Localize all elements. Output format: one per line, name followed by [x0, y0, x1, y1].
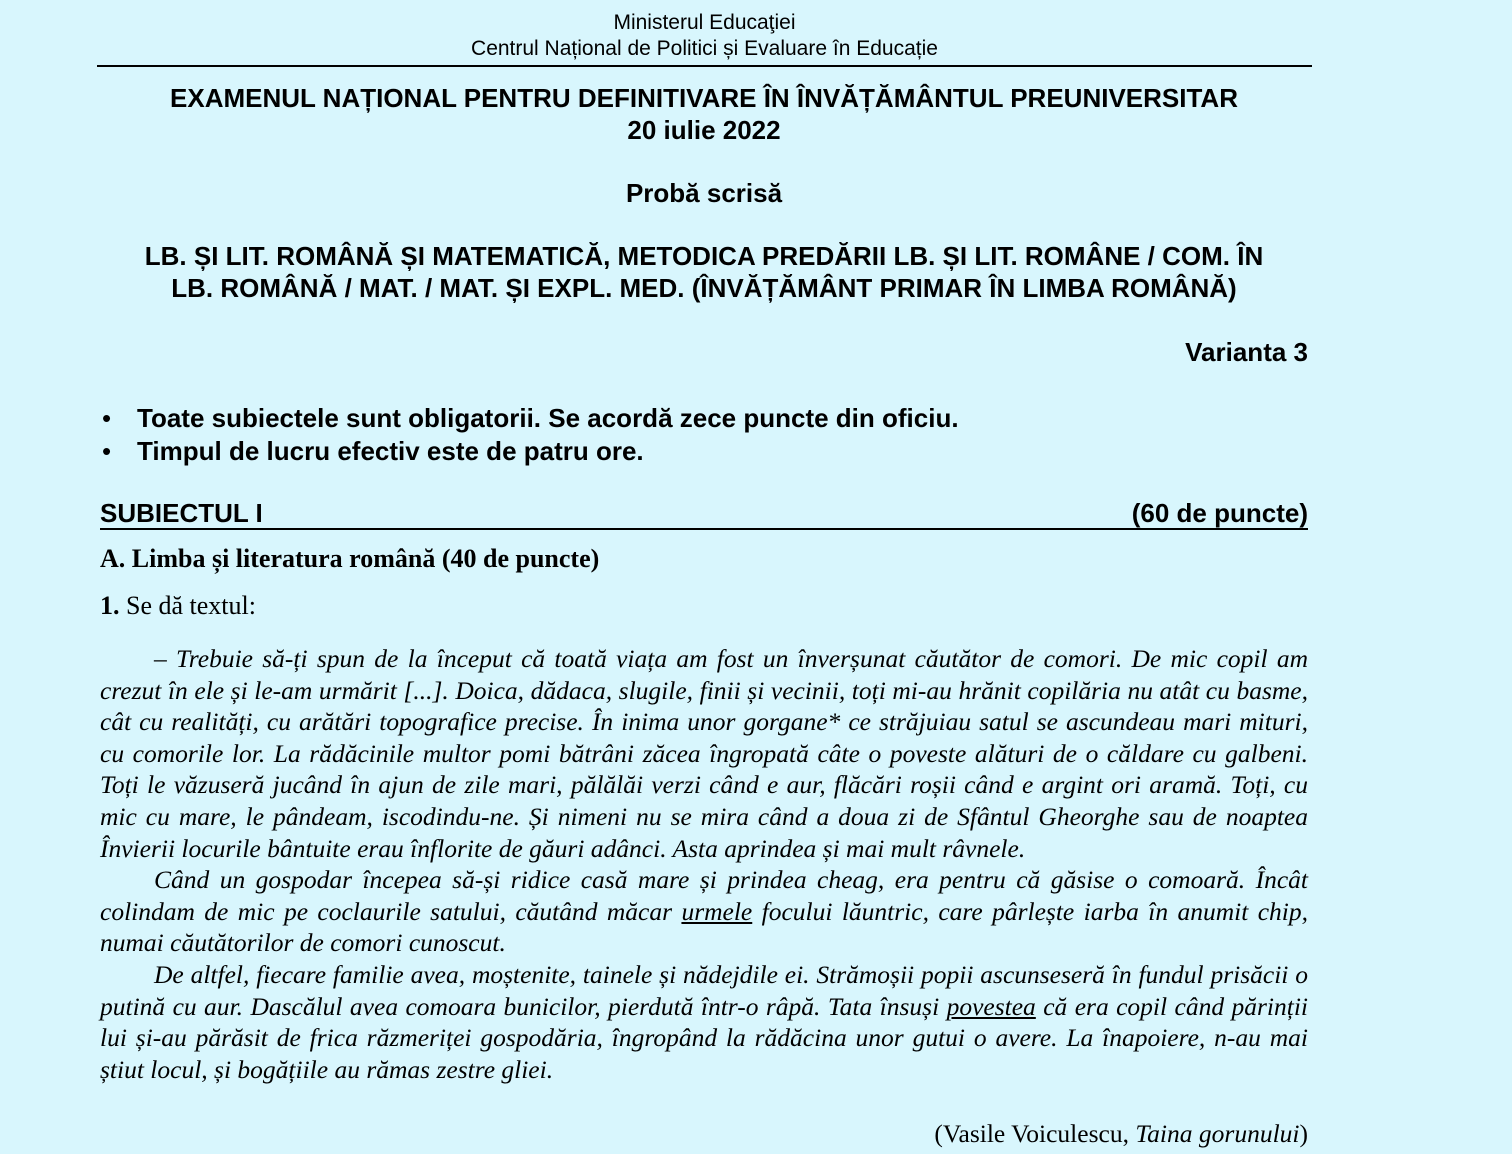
center-name: Centrul Național de Politici și Evaluare în Educație: [471, 37, 938, 60]
excerpt-text: De altfel, fiecare familie avea, moștenite, tainele și nădejdile ei. Strămoșii popii ascunseseră în fundul prisăcii o putină cu aur. Dascălul avea comoara bunicilor, pierdută într-o râpă. Tata însuși: [100, 959, 1308, 1021]
task-1: [100, 590, 256, 622]
excerpt-source: [100, 1118, 1308, 1150]
task-text: Se dă textul:: [126, 591, 256, 620]
discipline-block: [100, 240, 1308, 304]
task-number: 1.: [100, 591, 120, 620]
source-close-paren: ): [1299, 1119, 1308, 1148]
bullet-icon: •: [102, 436, 112, 466]
test-type: Probă scrisă: [625, 178, 783, 208]
variant-label: Varianta 3: [1185, 337, 1308, 367]
subject-heading: [100, 498, 1308, 530]
excerpt-text: că era copil când părinții lui și-au părăsit de frica răzmeriței gospodăria, îngropând la rădăcina unor gutui o avere. La înapoiere, n-au mai știut locul, și bogățiile au rămas zestre gliei.: [100, 991, 1308, 1084]
exam-date: 20 iulie 2022: [627, 115, 781, 145]
exam-title: EXAMENUL NAȚIONAL PENTRU DEFINITIVARE ÎN ÎNVĂȚĂMÂNTUL PREUNIVERSITAR: [170, 83, 1238, 113]
subject-points: (60 de puncte): [1131, 498, 1308, 528]
underlined-word-povestea: povestea: [946, 991, 1036, 1021]
rule-text: Timpul de lucru efectiv este de patru ore.: [137, 436, 644, 466]
rules-list: [100, 402, 1308, 468]
source-work-title: Taina gorunului: [1135, 1119, 1300, 1148]
literary-excerpt: [100, 643, 1308, 1085]
excerpt-text: Când un gospodar începea să-și ridice casă mare și prindea cheag, era pentru că găsise o comoară. Încât colindam de mic pe coclaurile satului, căutând măcar: [100, 865, 1308, 926]
underlined-word-urmele: urmele: [681, 896, 753, 926]
bullet-icon: •: [102, 403, 112, 433]
discipline-line-1: LB. ȘI LIT. ROMÂNĂ ȘI MATEMATICĂ, METODICA PREDĂRII LB. ȘI LIT. ROMÂNE / COM. ÎN: [144, 241, 1264, 271]
excerpt-paragraph-3: [100, 959, 1308, 1085]
discipline-line-2: LB. ROMÂNĂ / MAT. / MAT. ȘI EXPL. MED. (ÎNVĂȚĂMÂNT PRIMAR ÎN LIMBA ROMÂNĂ): [171, 273, 1237, 303]
exam-title-block: [100, 82, 1308, 146]
excerpt-paragraph-2: [100, 864, 1308, 959]
source-open-paren: (: [934, 1119, 943, 1148]
source-author: Vasile Voiculescu,: [942, 1119, 1136, 1148]
rule-item: [100, 402, 1308, 435]
rule-item: [100, 435, 1308, 468]
section-a-title: A. Limba și literatura română (40 de puncte): [100, 544, 600, 573]
rule-text: Toate subiectele sunt obligatorii. Se acordă zece puncte din oficiu.: [137, 403, 959, 433]
ministry-name: Ministerul Educaţiei: [613, 11, 796, 34]
subject-name: SUBIECTUL I: [100, 498, 263, 528]
excerpt-paragraph-1: – Trebuie să-ți spun de la început că toată viața am fost un înverșunat căutător de comori. De mic copil am crezut în ele și le-am urmărit [...]. Doica, dădaca, slugile, finii și vecinii, toți mi-au hrănit copilăria nu atât cu basme, cât cu realități, cu arătări topografice precise. În inima unor gorgane* ce străjuiau satul se ascundeau mari mituri, cu comorile lor. La rădăcinile multor pomi bătrâni zăcea îngropată câte o poveste alături de o căldare cu galbeni. Toți le văzuseră jucând în ajun de zile mari, pălălăi verzi când e aur, flăcări roșii când e argint ori aramă. Toți, cu mic cu mare, le pândeam, iscodindu-ne. Și nimeni nu se mira când a doua zi de Sfântul Gheorghe sau de noaptea Învierii locurile bântuite erau înflorite de găuri adânci. Asta aprindea și mai mult râvnele.: [100, 644, 1308, 863]
document-header: [97, 10, 1312, 67]
excerpt-text: focului lăuntric, care pârlește iarba în anumit chip, numai căutătorilor de comori cunoscut.: [100, 896, 1308, 958]
